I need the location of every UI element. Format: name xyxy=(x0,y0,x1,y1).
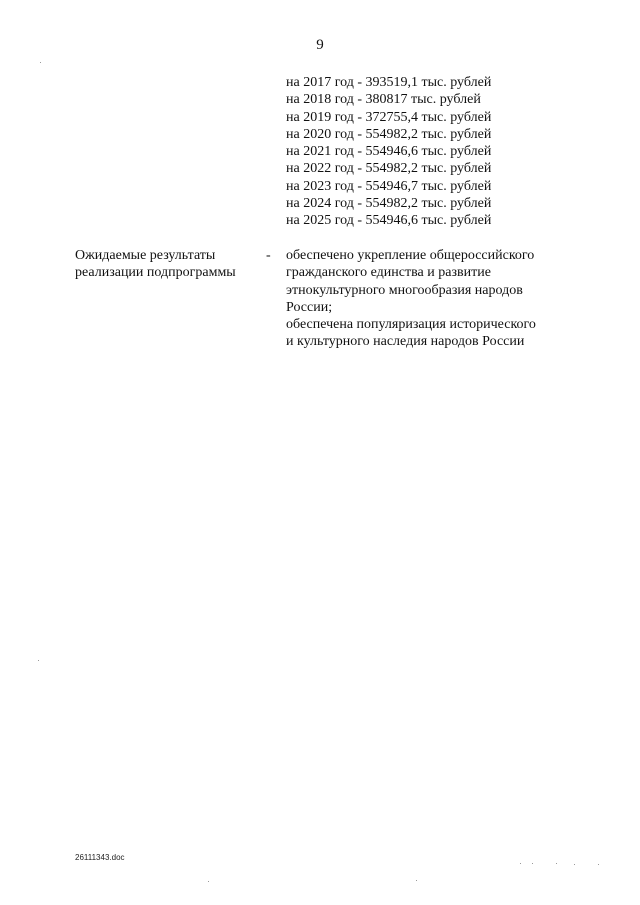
expected-results-value-line: обеспечена популяризация исторического xyxy=(286,317,536,333)
funding-line-2020: на 2020 год - 554982,2 тыс. рублей xyxy=(286,126,492,142)
funding-line-2018: на 2018 год - 380817 тыс. рублей xyxy=(286,92,481,108)
scan-artifact-dot xyxy=(556,863,557,864)
expected-results-value-line: этнокультурного многообразия народов xyxy=(286,282,523,298)
expected-results-label-line: реализации подпрограммы xyxy=(75,265,236,281)
funding-line-2019: на 2019 год - 372755,4 тыс. рублей xyxy=(286,109,492,125)
expected-results-label xyxy=(75,247,265,282)
funding-by-year-list xyxy=(286,74,586,230)
funding-line-2017: на 2017 год - 393519,1 тыс. рублей xyxy=(286,75,492,90)
expected-results-value-line: России; xyxy=(286,299,333,315)
footer-filename: 26111343.doc xyxy=(75,853,125,862)
page-number: 9 xyxy=(316,37,324,53)
scan-artifact-dot xyxy=(208,881,209,882)
scan-artifact-dot xyxy=(38,660,39,661)
funding-line-2021: на 2021 год - 554946,6 тыс. рублей xyxy=(286,144,492,160)
expected-results-value-line: гражданского единства и развитие xyxy=(286,265,491,281)
expected-results-value-line: обеспечено укрепление общероссийского xyxy=(286,248,535,263)
label-value-dash: - xyxy=(266,248,271,263)
scan-artifact-dot xyxy=(416,880,417,881)
scan-artifact-dot xyxy=(520,863,521,864)
scan-artifact-dot xyxy=(532,863,533,864)
funding-line-2024: на 2024 год - 554982,2 тыс. рублей xyxy=(286,196,492,212)
expected-results-value xyxy=(286,247,586,351)
funding-line-2022: на 2022 год - 554982,2 тыс. рублей xyxy=(286,161,492,177)
scan-artifact-dot xyxy=(40,62,41,63)
scan-artifact-dot xyxy=(598,864,599,865)
expected-results-label-line: Ожидаемые результаты xyxy=(75,248,216,263)
funding-line-2025: на 2025 год - 554946,6 тыс. рублей xyxy=(286,213,492,229)
expected-results-value-line: и культурного наследия народов России xyxy=(286,334,525,350)
scan-artifact-dot xyxy=(574,864,575,865)
funding-line-2023: на 2023 год - 554946,7 тыс. рублей xyxy=(286,178,492,194)
